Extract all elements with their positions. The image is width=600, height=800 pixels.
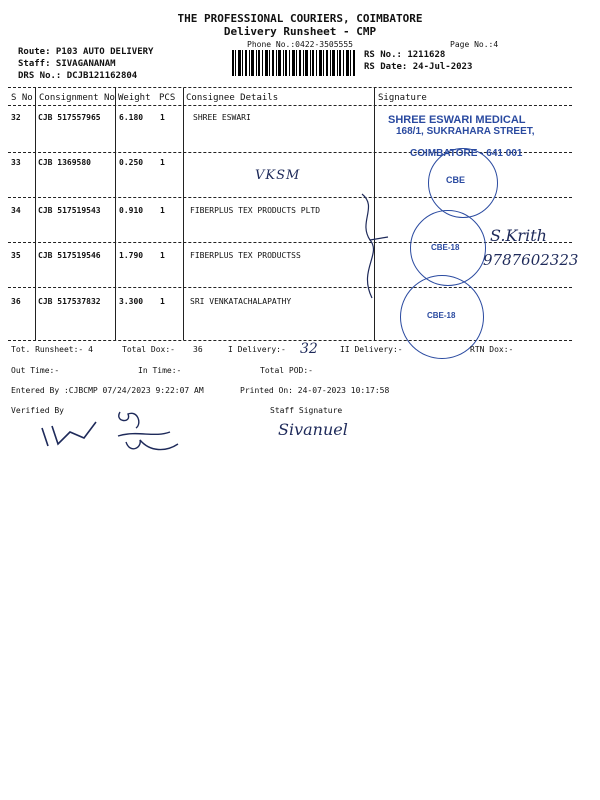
row-sno: 36 <box>11 297 21 306</box>
drs-number: DRS No.: DCJB121162804 <box>18 71 138 81</box>
col-divider <box>183 88 184 340</box>
total-dox-value: 36 <box>193 345 203 354</box>
row-pcs: 1 <box>160 297 165 306</box>
row-consignee: FIBERPLUS TEX PRODUCTSS <box>190 251 301 260</box>
verified-by-label: Verified By <box>11 406 64 415</box>
col-divider <box>115 88 116 340</box>
col-header-weight: Weight <box>118 93 151 103</box>
table-bottom-border <box>8 340 572 341</box>
staff-info: Staff: SIVAGANANAM <box>18 59 116 69</box>
row-consignment: CJB 517519546 <box>38 251 101 260</box>
row-divider <box>8 287 572 288</box>
rs-date: RS Date: 24-Jul-2023 <box>364 62 473 72</box>
row-consignee: SHREE ESWARI <box>193 113 251 122</box>
rs-number: RS No.: 1211628 <box>364 50 446 60</box>
runsheet-title: Delivery Runsheet - CMP <box>223 25 377 38</box>
row-sno: 32 <box>11 113 21 122</box>
row-weight: 6.180 <box>119 113 144 122</box>
row-pcs: 1 <box>160 206 165 215</box>
stamp-line-name: SHREE ESWARI MEDICAL <box>388 114 526 126</box>
row-consignment: CJB 1369580 <box>38 158 91 167</box>
stamp-code: CBE-18 <box>427 311 456 320</box>
stamp-code: CBE <box>446 175 466 185</box>
row-consignment: CJB 517519543 <box>38 206 101 215</box>
col-header-pcs: PCS <box>159 93 176 103</box>
stamp-code: CBE-18 <box>431 243 460 252</box>
row-divider <box>8 242 572 243</box>
out-time-label: Out Time:- <box>11 366 60 375</box>
row-consignee: SRI VENKATACHALAPATHY <box>190 297 292 306</box>
row-sno: 33 <box>11 158 21 167</box>
handwritten-vksm: VKSM <box>255 168 301 183</box>
col-header-sno: S No <box>11 93 33 103</box>
col-header-consignee: Consignee Details <box>186 93 279 103</box>
table-header-border <box>8 105 572 106</box>
rtn-dox-label: RTN Dox:- <box>470 345 514 354</box>
row-consignment: CJB 517557965 <box>38 113 101 122</box>
row-weight: 3.300 <box>119 297 144 306</box>
row-consignment: CJB 517537832 <box>38 297 101 306</box>
total-pod-label: Total POD:- <box>260 366 313 375</box>
i-delivery-label: I Delivery:- <box>228 345 286 354</box>
row-weight: 0.910 <box>119 206 144 215</box>
staff-signature: Sivanuel <box>278 420 348 439</box>
row-pcs: 1 <box>160 251 165 260</box>
handwritten-signature: S.Krith <box>490 226 547 245</box>
col-header-signature: Signature <box>378 93 427 103</box>
handwritten-phone: 9787602323 <box>483 251 579 269</box>
phone-number: Phone No.:0422-3505555 <box>247 40 353 49</box>
row-sno: 34 <box>11 206 21 215</box>
tot-runsheet: Tot. Runsheet:- 4 <box>11 345 93 354</box>
route-info: Route: P103 AUTO DELIVERY <box>18 47 154 57</box>
row-weight: 0.250 <box>119 158 144 167</box>
row-weight: 1.790 <box>119 251 144 260</box>
col-divider <box>35 88 36 340</box>
stamp-line-address: 168/1, SUKRAHARA STREET, <box>396 126 535 137</box>
row-sno: 35 <box>11 251 21 260</box>
row-consignee: FIBERPLUS TEX PRODUCTS PLTD <box>190 206 321 215</box>
company-name: THE PROFESSIONAL COURIERS, COIMBATORE <box>177 12 423 25</box>
entered-by: Entered By :CJBCMP 07/24/2023 9:22:07 AM <box>11 386 204 395</box>
staff-signature-label: Staff Signature <box>270 406 343 415</box>
ii-delivery-label: II Delivery:- <box>340 345 403 354</box>
in-time-label: In Time:- <box>138 366 182 375</box>
i-delivery-value: 32 <box>300 341 318 357</box>
row-pcs: 1 <box>160 113 165 122</box>
page-number: Page No.:4 <box>450 40 499 49</box>
barcode <box>232 50 356 76</box>
col-header-consignment: Consignment No <box>39 93 115 103</box>
row-pcs: 1 <box>160 158 165 167</box>
table-top-border <box>8 87 572 88</box>
printed-on: Printed On: 24-07-2023 10:17:58 <box>240 386 390 395</box>
bracket-scribble <box>352 192 392 302</box>
verifier-signature-2 <box>108 408 188 458</box>
total-dox-label: Total Dox:- <box>122 345 175 354</box>
stamp-line-city: COIMBATORE - 641 001 <box>410 148 523 159</box>
verifier-signature-1 <box>36 418 102 450</box>
